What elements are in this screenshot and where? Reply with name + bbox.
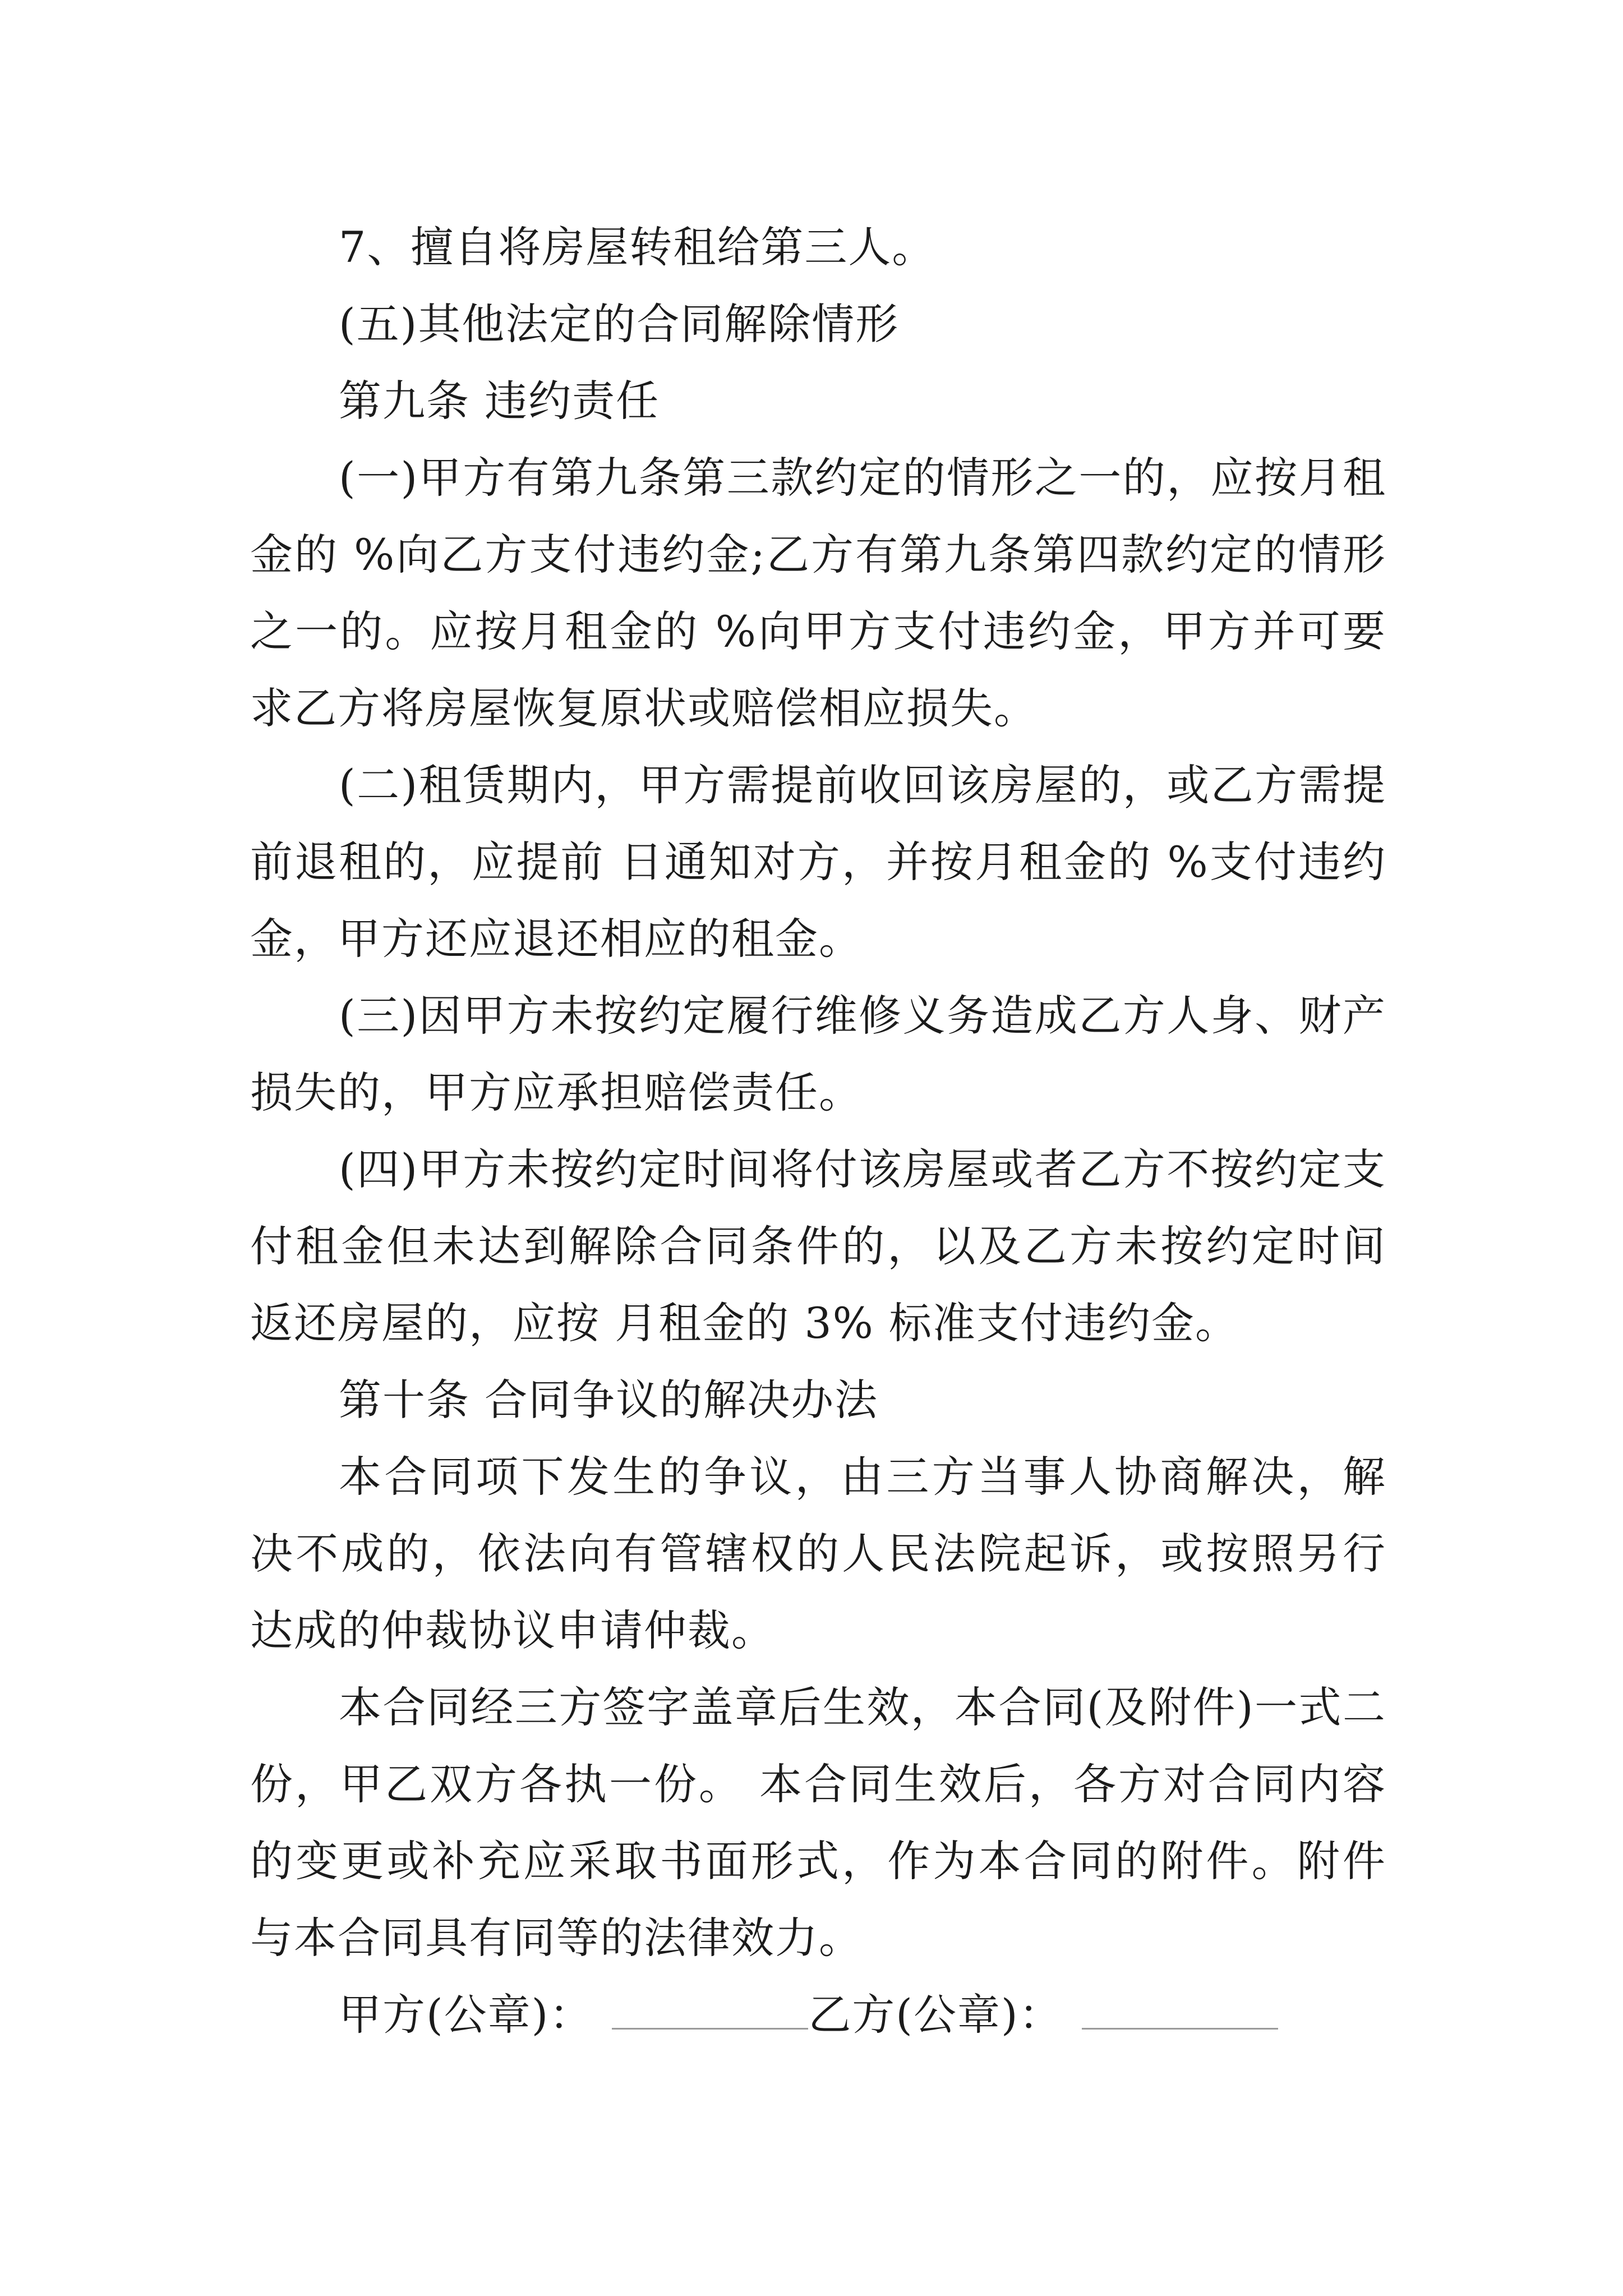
contract-clause: 7、擅自将房屋转租给第三人。 <box>339 222 936 272</box>
party-a-seal-label: 甲方(公章)： <box>339 1990 593 2040</box>
contract-clause: (二)租赁期内，甲方需提前收回该房屋的，或乙方需提前退租的，应提前 日通知对方，并按月租金的 %支付违约金，甲方还应退还相应的租金。 <box>250 760 1386 964</box>
contract-clause: (一)甲方有第九条第三款约定的情形之一的，应按月租金的 %向乙方支付违约金;乙方有第九条第四款约定的情形之一的。应按月租金的 %向甲方支付违约金，甲方并可要求乙方将房屋恢复原状或赔偿相应损失。 <box>250 453 1386 733</box>
contract-clause: (四)甲方未按约定时间将付该房屋或者乙方不按约定支付租金但未达到解除合同条件的，以及乙方未按约定时间返还房屋的，应按 月租金的 3% 标准支付违约金。 <box>250 1144 1386 1348</box>
signature-row <box>250 1976 1386 2053</box>
party-b-signature-blank <box>1082 2027 1278 2030</box>
article-heading: 第九条 违约责任 <box>339 376 660 426</box>
contract-text <box>250 209 1386 2053</box>
contract-clause: 本合同经三方签字盖章后生效，本合同(及附件)一式二份，甲乙双方各执一份。 本合同生效后，各方对合同内容的变更或补充应采取书面形式，作为本合同的附件。附件与本合同具有同等的法律效力。 <box>250 1682 1386 1963</box>
contract-clause: (五)其他法定的合同解除情形 <box>339 299 900 349</box>
article-heading: 第十条 合同争议的解决办法 <box>339 1375 879 1425</box>
contract-clause: 本合同项下发生的争议，由三方当事人协商解决，解决不成的，依法向有管辖权的人民法院起诉，或按照另行达成的仲裁协议申请仲裁。 <box>250 1452 1386 1655</box>
party-a-signature-blank <box>612 2027 808 2030</box>
contract-clause: (三)因甲方未按约定履行维修义务造成乙方人身、财产损失的，甲方应承担赔偿责任。 <box>250 991 1386 1117</box>
party-b-seal-label: 乙方(公章)： <box>808 1990 1063 2040</box>
